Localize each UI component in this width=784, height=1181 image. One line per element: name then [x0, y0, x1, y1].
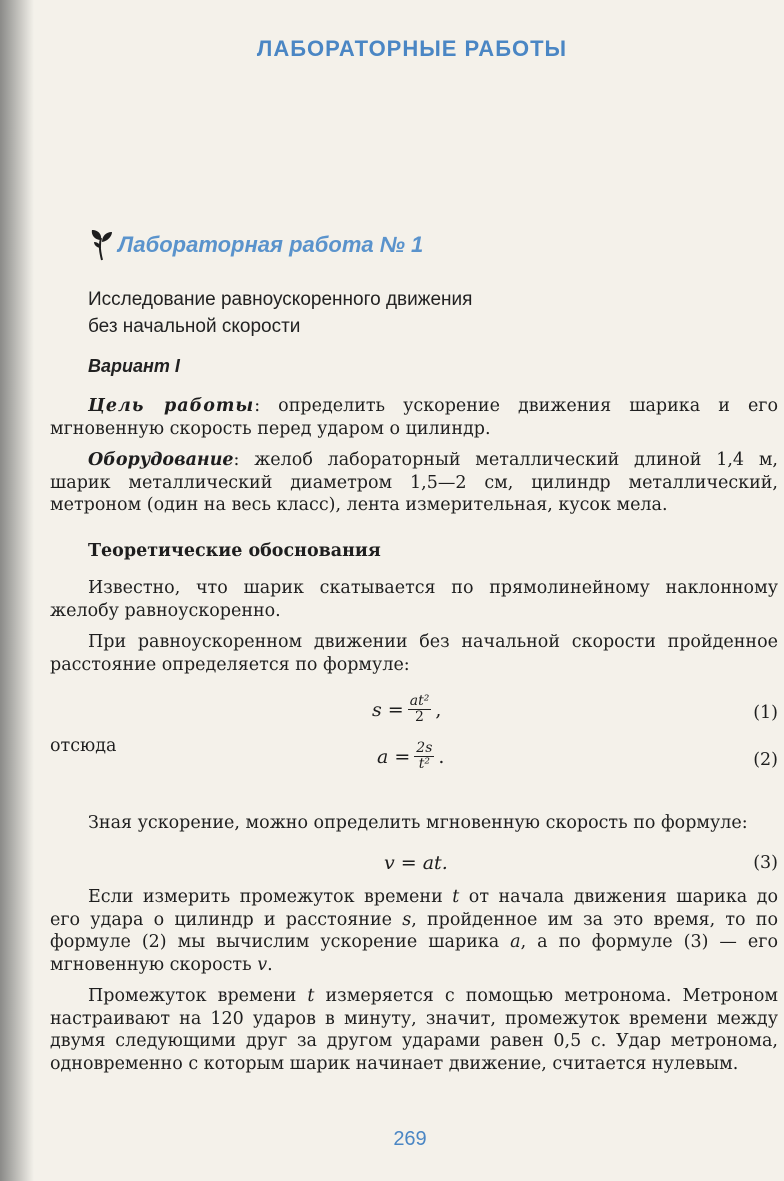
intro-block: [50, 395, 778, 517]
formula-1-tail: ,: [435, 698, 442, 721]
variant-label: Вариант I: [88, 356, 180, 376]
theory-block-2: [50, 812, 778, 835]
p5-var-t: t: [307, 986, 315, 1006]
formula-2-number: (2): [753, 750, 778, 770]
theory-paragraph-2: При равноускоренном движении без начальной скорости пройденное расстояние определяется по формуле:: [50, 632, 778, 675]
formula-2-numerator: 2s: [416, 740, 433, 756]
p4-text-a: Если измерить промежуток времени: [88, 887, 453, 907]
theory-paragraph-5: [50, 985, 778, 1075]
formula-1-lhs: s =: [372, 698, 404, 721]
formula-1: [372, 694, 441, 725]
lab-title: [88, 228, 423, 262]
p4-text-d: , а по формуле (3) — его мгновенную скорость: [50, 932, 778, 975]
formula-2-fraction: [414, 741, 434, 772]
formula-1-numerator: at²: [409, 693, 430, 709]
p4-var-v: v: [257, 954, 268, 975]
p4-var-s: s: [402, 909, 412, 930]
theory-paragraph-1: Известно, что шарик скатывается по прямолинейному наклонному желобу равноускоренно.: [50, 578, 778, 621]
theory-block-1: [50, 577, 778, 676]
subtitle-line-2: без начальной скорости: [88, 316, 301, 337]
formula-2: [377, 741, 444, 772]
leaf-icon: [88, 228, 116, 262]
lab-subtitle: [88, 286, 648, 340]
otsyuda-text: отсюда: [50, 736, 117, 756]
equipment-paragraph: [50, 449, 778, 517]
formula-2-tail: .: [438, 745, 445, 768]
formula-2-row: [50, 741, 780, 781]
page-number: 269: [393, 1128, 427, 1150]
goal-text: : определить ускорение движения шарика и его мгновенную скорость перед ударом о цилиндр.: [50, 396, 779, 439]
p4-var-t: t: [452, 887, 460, 907]
lab-title-text: Лабораторная работа № 1: [118, 232, 424, 257]
equipment-label: Оборудование: [88, 450, 234, 470]
formula-2-denominator: t²: [418, 756, 430, 772]
goal-paragraph: [50, 395, 778, 440]
formula-2-lhs: a =: [377, 745, 411, 768]
formula-1-row: [50, 694, 780, 734]
formula-1-number: (1): [753, 703, 778, 723]
theory-paragraph-3: Зная ускорение, можно определить мгновенную скорость по формуле:: [88, 813, 748, 833]
goal-label: Цель работы: [88, 396, 255, 416]
p5-text-a: Промежуток времени: [88, 986, 308, 1006]
formula-3-number: (3): [753, 853, 778, 873]
p5-text-b: измеряется с помощью метронома. Метроном настраивают на 120 ударов в минуту, значит, промежуток времени между двумя следующими друг за другом ударами равен 0,5 с. Удар метронома, одновременно с которым шарик начинает движение, считается нулевым.: [50, 986, 779, 1074]
p4-text-e: .: [267, 954, 273, 975]
p4-var-a: a: [510, 932, 521, 952]
p4-text-c: , пройденное им за это время, то по формуле (2) мы вычислим ускорение шарика: [50, 909, 778, 952]
equipment-text: : желоб лабораторный металлический длиной 1,4 м, шарик металлический диаметром 1,5—2 см, цилиндр металлический, метроном (один на весь класс), лента измерительная, кусок мела.: [50, 450, 778, 515]
p4-text-b: от начала движения шарика до его удара о цилиндр и расстояние: [50, 887, 778, 930]
theory-paragraph-4: [50, 886, 778, 976]
running-header: ЛАБОРАТОРНЫЕ РАБОТЫ: [256, 36, 568, 61]
formula-3: v = at.: [384, 852, 448, 874]
subtitle-line-1: Исследование равноускоренного движения: [88, 289, 473, 310]
formula-1-denominator: 2: [415, 709, 424, 725]
theory-block-3: [50, 886, 778, 1075]
theory-heading: Теоретические обоснования: [88, 541, 381, 561]
formula-1-fraction: [408, 694, 432, 725]
book-spine-shadow: [0, 0, 34, 1181]
